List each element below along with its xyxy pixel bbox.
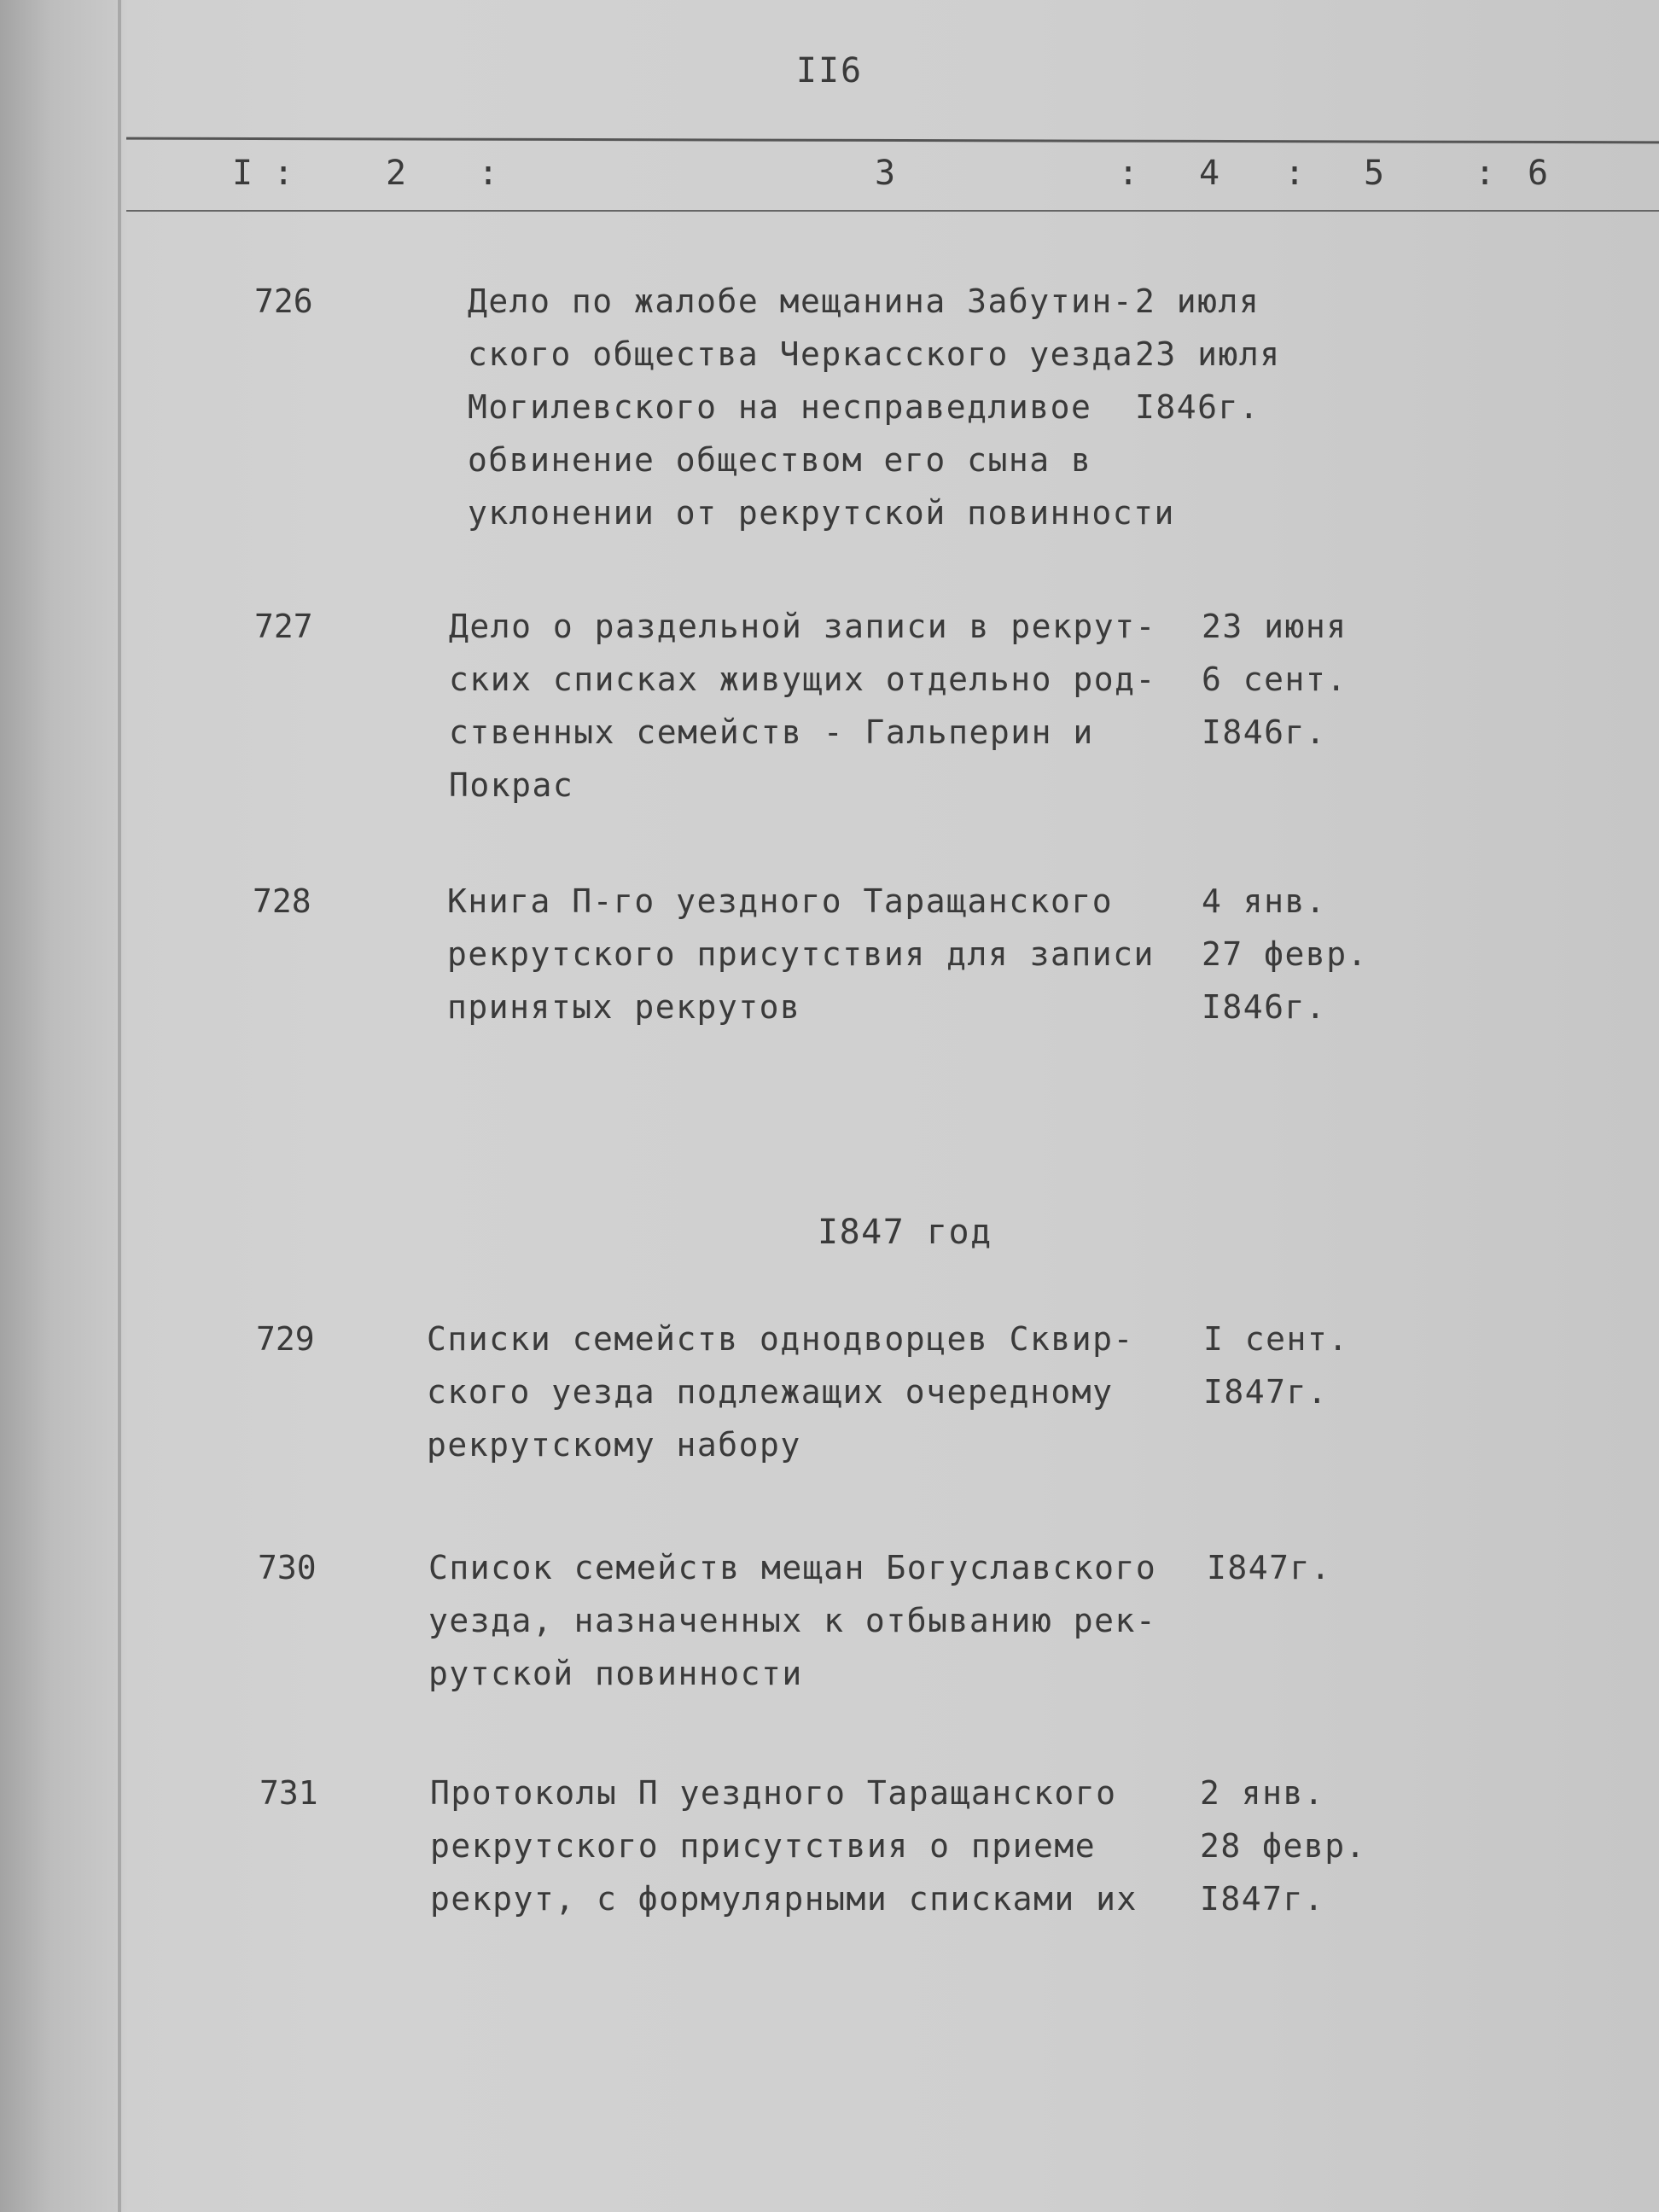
description-line: уезда, назначенных к отбыванию рек- (428, 1602, 1157, 1639)
description-line: принятых рекрутов (447, 988, 801, 1026)
date-line: 27 февр. (1202, 935, 1369, 973)
column-header-4: 4 (1199, 154, 1220, 193)
column-header-3: 3 (875, 154, 896, 193)
date-line: 28 февр. (1200, 1827, 1367, 1865)
description-line: Дело о раздельной записи в рекрут- (449, 608, 1156, 645)
date-line: 4 янв. (1202, 882, 1327, 920)
description-line: рутской повинности (428, 1655, 803, 1692)
description-line: ственных семейств - Гальперин и (449, 713, 1094, 751)
description-line: Протоколы П уездного Таращанского (430, 1774, 1117, 1812)
entry-description (447, 875, 1155, 1033)
binding-gutter (118, 0, 121, 2212)
column-header-1: I : (232, 154, 294, 193)
entry-number: 728 (253, 882, 311, 920)
entry-description (428, 1541, 1156, 1700)
description-line: рекрутскому набору (427, 1426, 801, 1464)
date-line: 23 июня (1202, 608, 1348, 645)
column-separator: : (1284, 154, 1306, 193)
date-line: I847г. (1200, 1880, 1325, 1918)
column-separator: : (1475, 154, 1496, 193)
date-line: 2 июля (1135, 282, 1260, 320)
header-rule-bottom (126, 210, 1659, 212)
column-separator: : (478, 154, 499, 193)
date-line: I846г. (1202, 988, 1327, 1026)
description-line: обвинение обществом его сына в (468, 441, 1092, 479)
description-line: Список семейств мещан Богуславского (428, 1549, 1157, 1586)
entry-dates (1202, 875, 1368, 1033)
entry-number: 729 (256, 1320, 315, 1358)
entry-dates (1203, 1313, 1349, 1418)
entry-description (468, 275, 1175, 539)
entry-number: 731 (259, 1774, 318, 1812)
column-header-2: 2 (386, 154, 407, 193)
description-line: Книга П-го уездного Таращанского (447, 882, 1114, 920)
description-line: рекрутского присутствия для записи (447, 935, 1155, 973)
date-line: I847г. (1207, 1549, 1332, 1586)
year-heading: I847 год (818, 1213, 992, 1252)
description-line: Дело по жалобе мещанина Забутин- (468, 282, 1134, 320)
date-line: I846г. (1202, 713, 1327, 751)
page-number: II6 (795, 51, 864, 90)
column-header-5: 5 (1364, 154, 1385, 193)
description-line: Могилевского на несправедливое (468, 388, 1092, 426)
description-line: Покрас (449, 766, 574, 804)
date-line: 23 июля (1135, 335, 1281, 373)
description-line: ского общества Черкасского уезда (468, 335, 1134, 373)
entry-number: 727 (254, 608, 313, 645)
entry-dates (1202, 600, 1348, 759)
date-line: I847г. (1203, 1373, 1329, 1411)
description-line: ского уезда подлежащих очередному (427, 1373, 1114, 1411)
column-separator: : (1118, 154, 1139, 193)
description-line: уклонении от рекрутской повинности (468, 494, 1175, 532)
date-line: 6 сент. (1202, 661, 1348, 698)
entry-dates (1207, 1541, 1331, 1594)
entry-description (430, 1767, 1138, 1925)
entry-number: 726 (254, 282, 313, 320)
date-line: I846г. (1135, 388, 1260, 426)
description-line: Списки семейств однодворцев Сквир- (427, 1320, 1134, 1358)
header-rule-top (126, 137, 1659, 144)
entry-number: 730 (258, 1549, 317, 1586)
description-line: рекрут, с формулярными списками их (430, 1880, 1138, 1918)
entry-description (449, 600, 1156, 812)
description-line: рекрутского присутствия о приеме (430, 1827, 1097, 1865)
entry-dates (1200, 1767, 1366, 1925)
column-header-6: 6 (1528, 154, 1549, 193)
description-line: ских списках живущих отдельно род- (449, 661, 1156, 698)
date-line: 2 янв. (1200, 1774, 1325, 1812)
date-line: I сент. (1203, 1320, 1349, 1358)
entry-description (427, 1313, 1134, 1471)
entry-dates (1135, 275, 1281, 434)
